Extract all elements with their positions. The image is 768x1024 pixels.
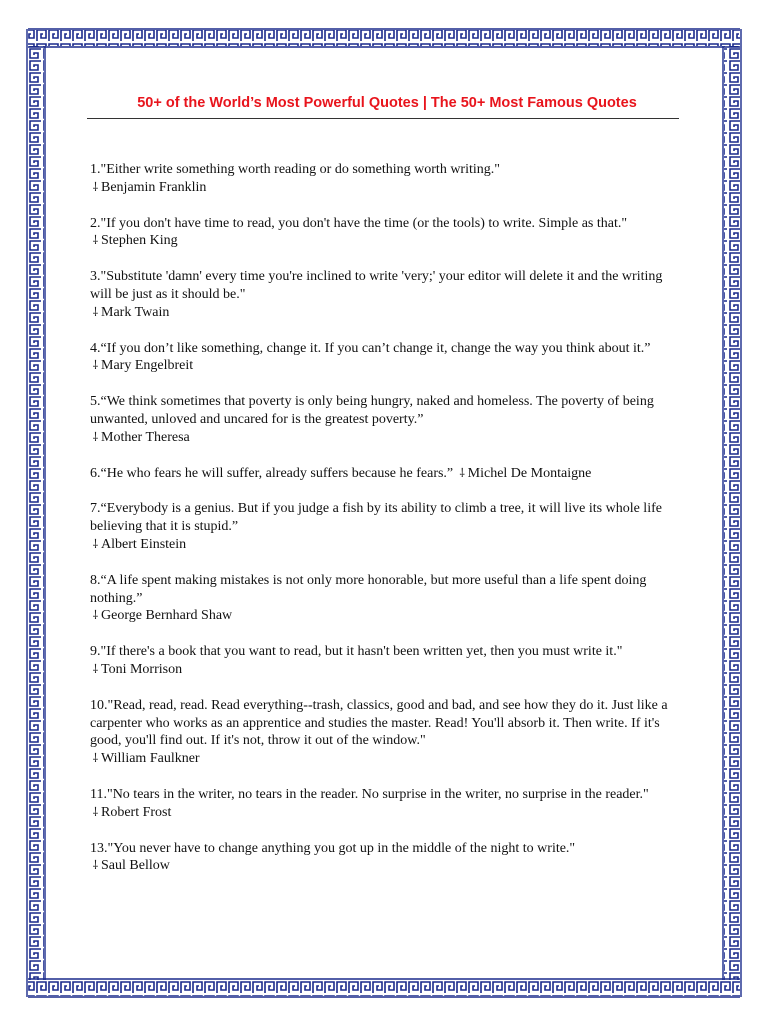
author-marker-icon: ⸸ xyxy=(92,804,99,819)
quote-item xyxy=(90,697,682,768)
author-name: Mark Twain xyxy=(101,304,170,320)
quote-item xyxy=(90,572,682,625)
quote-text: 1."Either write something worth reading or do something worth writing." xyxy=(90,162,500,177)
quote-text: 3."Substitute 'damn' every time you're inclined to write 'very;' your editor will delete it and the writing will be just as it should be." xyxy=(90,269,663,302)
quote-item xyxy=(90,465,682,483)
document-content xyxy=(90,92,682,893)
author-name: Mother Theresa xyxy=(101,429,190,445)
quote-text: 6.“He who fears he will suffer, already suffers because he fears.” xyxy=(90,465,454,481)
quote-author xyxy=(90,357,682,375)
quote-item xyxy=(90,500,682,553)
quote-text: 13."You never have to change anything you got up in the middle of the night to write." xyxy=(90,840,576,856)
quote-item xyxy=(90,393,682,446)
quote-text: 5.“We think sometimes that poverty is only being hungry, naked and homeless. The poverty of being unwanted, unloved and uncared for is the greatest poverty.” xyxy=(90,394,654,427)
quote-author xyxy=(90,661,682,679)
author-marker-icon: ⸸ xyxy=(92,304,99,319)
quote-text: 10."Read, read, read. Read everything--trash, classics, good and bad, and see how they do it. Just like a carpenter who works as an apprentice and studies the master. Read! You'll absorb it. Then write. If it's good, you'll find out. If it's not, throw it out of the window." xyxy=(90,697,668,749)
quote-text: 11."No tears in the writer, no tears in the reader. No surprise in the writer, no surprise in the reader." xyxy=(90,786,649,802)
author-name: Albert Einstein xyxy=(101,536,187,552)
author-marker-icon: ⸸ xyxy=(92,429,99,444)
author-marker-icon: ⸸ xyxy=(92,751,99,766)
author-marker-icon: ⸸ xyxy=(92,536,99,551)
quote-text: 4.“If you don’t like something, change it. If you can’t change it, change the way you think about it.” xyxy=(90,340,651,356)
author-marker-icon: ⸸ xyxy=(92,661,99,676)
quote-text: 7.“Everybody is a genius. But if you judge a fish by its ability to climb a tree, it will live its whole life believing that it is stupid.” xyxy=(90,501,662,535)
quote-text: 2."If you don't have time to read, you don't have the time (or the tools) to write. Simple as that." xyxy=(90,215,628,231)
author-marker-icon: ⸸ xyxy=(92,608,99,623)
quote-text: 9."If there's a book that you want to read, but it hasn't been written yet, then you must write it." xyxy=(90,644,623,660)
title-underline xyxy=(87,118,679,119)
quote-author xyxy=(90,607,682,625)
quotes-list xyxy=(90,161,682,875)
quote-item xyxy=(90,643,682,679)
quote-author xyxy=(90,232,682,250)
author-marker-icon: ⸸ xyxy=(459,465,465,480)
quote-item xyxy=(90,786,682,822)
author-name: Mary Engelbreit xyxy=(101,358,194,374)
quote-item xyxy=(90,268,682,321)
author-marker-icon: ⸸ xyxy=(92,358,99,373)
quote-item xyxy=(90,215,682,251)
author-marker-icon: ⸸ xyxy=(92,233,99,248)
quote-author xyxy=(457,466,592,481)
quote-author xyxy=(90,857,682,875)
quote-author xyxy=(90,179,682,197)
author-name: Saul Bellow xyxy=(101,858,170,874)
author-name: Robert Frost xyxy=(101,804,172,820)
author-name: George Bernhard Shaw xyxy=(101,608,233,624)
author-name: William Faulkner xyxy=(101,751,200,767)
author-marker-icon: ⸸ xyxy=(92,858,99,873)
page-title: 50+ of the World’s Most Powerful Quotes | The 50+ Most Famous Quotes xyxy=(137,95,637,111)
quote-author xyxy=(90,304,682,322)
author-name: Michel De Montaigne xyxy=(467,465,592,481)
quote-item xyxy=(90,840,682,876)
author-name: Benjamin Franklin xyxy=(101,179,207,195)
quote-author xyxy=(90,750,682,768)
author-name: Stephen King xyxy=(101,233,178,249)
author-name: Toni Morrison xyxy=(101,661,183,677)
quote-author xyxy=(90,429,682,447)
quote-author xyxy=(90,536,682,554)
quote-item xyxy=(90,161,682,197)
quote-item xyxy=(90,340,682,376)
author-marker-icon: ⸸ xyxy=(92,179,99,194)
quote-author xyxy=(90,804,682,822)
quote-text: 8.“A life spent making mistakes is not only more honorable, but more useful than a life spent doing nothing.” xyxy=(90,572,647,606)
